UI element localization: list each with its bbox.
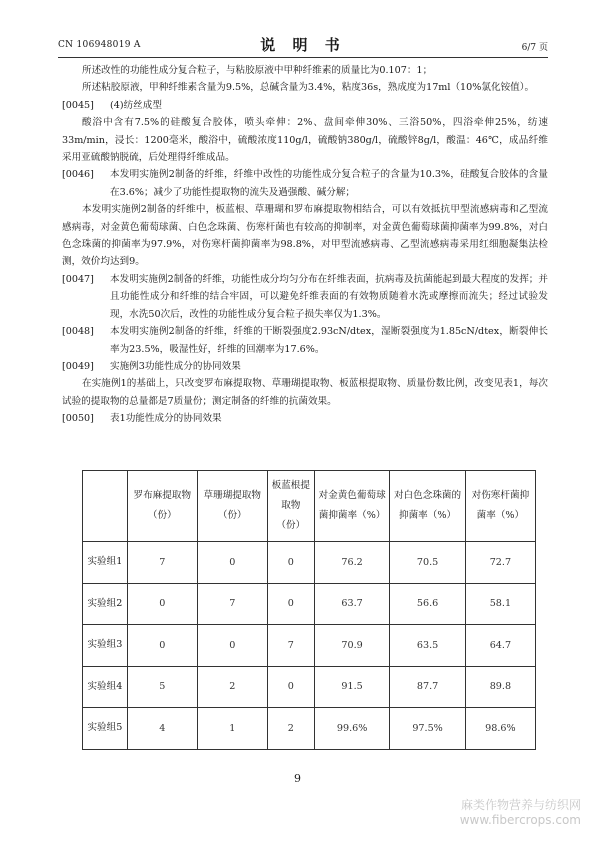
row-label-cell: 实验组3	[83, 625, 128, 667]
table-cell: 70.9	[314, 625, 389, 667]
numbered-paragraph	[62, 358, 548, 375]
site-watermark	[460, 798, 581, 828]
table-header-cell: 草珊瑚提取物（份）	[197, 471, 267, 542]
table-cell: 0	[267, 542, 314, 584]
table-cell: 0	[197, 542, 267, 584]
paragraph-text: (4)纺丝成型	[110, 99, 162, 111]
table-cell: 0	[197, 625, 267, 667]
page-number: 9	[294, 772, 301, 785]
table-cell: 58.1	[465, 583, 535, 625]
paragraph-number: [0046]	[62, 169, 94, 181]
synergy-table	[82, 470, 536, 750]
paragraph-number: [0049]	[62, 360, 94, 372]
table-cell: 89.8	[465, 666, 535, 708]
paragraph-number: [0045]	[62, 99, 94, 111]
paragraph-text: 所述改性的功能性成分复合粒子，与粘胶原液中甲种纤维素的质量比为0.107：1；	[82, 65, 433, 76]
table-cell: 97.5%	[390, 708, 465, 750]
table-row	[83, 708, 536, 750]
table-cell: 72.7	[465, 542, 535, 584]
table-cell: 7	[197, 583, 267, 625]
table-header-cell: 罗布麻提取物（份）	[127, 471, 197, 542]
table-cell: 0	[267, 583, 314, 625]
body-text	[62, 62, 548, 428]
table-cell: 2	[267, 708, 314, 750]
paragraph-text: 实施例3功能性成分的协同效果	[110, 360, 241, 372]
table-cell: 0	[267, 666, 314, 708]
patent-number: CN 106948019 A	[58, 40, 141, 50]
table-row	[83, 625, 536, 667]
watermark-name: 麻类作物营养与纺织网	[460, 798, 581, 812]
table-cell: 4	[127, 708, 197, 750]
numbered-paragraph	[62, 410, 548, 427]
table-cell: 87.7	[390, 666, 465, 708]
row-label-cell: 实验组1	[83, 542, 128, 584]
document-title: 说 明 书	[260, 36, 346, 54]
paragraph-text: 本发明实施例2制备的纤维，纤维中改性的功能性成分复合粒子的含量为10.3%，硅酸复合胶体的含量在3.6%；减少了功能性提取物的流失及過强酸、碱分解；	[110, 169, 548, 198]
numbered-paragraph	[62, 271, 548, 323]
numbered-paragraph	[62, 166, 548, 201]
table-row	[83, 542, 536, 584]
table-cell: 7	[267, 625, 314, 667]
table-cell: 0	[127, 625, 197, 667]
table-header-cell: 对金黄色葡萄球菌抑菌率（%）	[314, 471, 389, 542]
table-cell: 63.5	[390, 625, 465, 667]
table-header-cell: 对伤寒杆菌抑菌率（%）	[465, 471, 535, 542]
row-label-cell: 实验组4	[83, 666, 128, 708]
watermark-url: www.fibercrops.com	[459, 813, 581, 827]
table-cell: 7	[127, 542, 197, 584]
table-cell: 98.6%	[465, 708, 535, 750]
table-cell: 1	[197, 708, 267, 750]
paragraph-text: 酸浴中含有7.5%的硅酸复合胶体，喷头牵伸：2%、盘间牵伸30%、三浴50%，四浴牵伸25%，纺速33m/min，浸长：1200毫米，酸浴中，硫酸浓度110g/l，硫酸钠380g/l，硫酸锌8g/l，酸温：46℃，成品纤维采用亚硫酸钠脱硫，后处理得纤维成品。	[62, 117, 548, 164]
paragraph-text: 所述粘胶原液，甲种纤维素含量为9.5%，总碱含量为3.4%，粘度36s，熟成度为17ml（10%氯化铵值）。	[82, 82, 535, 94]
table-cell: 0	[127, 583, 197, 625]
table-cell: 2	[197, 666, 267, 708]
table-cell: 91.5	[314, 666, 389, 708]
table-cell: 76.2	[314, 542, 389, 584]
paragraph-number: [0050]	[62, 413, 94, 425]
table-row	[83, 583, 536, 625]
table-cell: 5	[127, 666, 197, 708]
row-label-cell: 实验组5	[83, 708, 128, 750]
numbered-paragraph	[62, 97, 548, 114]
paragraph-number: [0048]	[62, 326, 94, 338]
table-row	[83, 666, 536, 708]
table-header-row	[83, 471, 536, 542]
header-divider	[58, 57, 548, 58]
table-cell: 63.7	[314, 583, 389, 625]
paragraph-text: 本发明实施例2制备的纤维，纤维的干断裂强度2.93cN/dtex，湿断裂强度为1.85cN/dtex，断裂伸长率为23.5%，吸湿性好，纤维的回潮率为17.6%。	[110, 326, 548, 355]
table-cell: 56.6	[390, 583, 465, 625]
paragraph-text: 本发明实施例2制备的纤维中，板蓝根、草珊瑚和罗布麻提取物相结合，可以有效抵抗甲型流感病毒和乙型流感病毒，对金黄色葡萄球菌、白色念珠菌、伤寒杆菌也有较高的抑制率，对金黄色葡萄球菌抑菌率为99.8%，对白色念珠菌的抑菌率为97.9%，对伤寒杆菌抑菌率为98.8%，对甲型流感病毒、乙型流感病毒采用红细胞凝集法检测，效价均达到9。	[62, 204, 548, 268]
paragraph-number: [0047]	[62, 273, 94, 285]
table-cell: 70.5	[390, 542, 465, 584]
table-header-cell: 对白色念珠菌的抑菌率（%）	[390, 471, 465, 542]
paragraph-text: 本发明实施例2制备的纤维，功能性成分均匀分布在纤维表面，抗病毒及抗菌能起到最大程度的发挥；并且功能性成分和纤维的结合牢固，可以避免纤维表面的有效物质随着水洗或摩擦而流失；经过试验发现，水洗50次后，改性的功能性成分复合粒子损失率仅为1.3%。	[110, 273, 548, 320]
row-label-cell: 实验组2	[83, 583, 128, 625]
paragraph-text: 表1功能性成分的协同效果	[110, 413, 222, 425]
table-cell: 99.6%	[314, 708, 389, 750]
page-indicator: 6/7 页	[521, 43, 548, 53]
page-header	[58, 34, 548, 56]
paragraph-text: 在实施例1的基础上，只改变罗布麻提取物、草珊瑚提取物、板蓝根提取物、质量份数比例，改变见表1，每次试验的提取物的总量都是7质量份；测定制备的纤维的抗菌效果。	[62, 378, 548, 407]
table-header-cell: 板蓝根提取物（份）	[267, 471, 314, 542]
table-header-cell	[83, 471, 128, 542]
table-cell: 64.7	[465, 625, 535, 667]
numbered-paragraph	[62, 323, 548, 358]
